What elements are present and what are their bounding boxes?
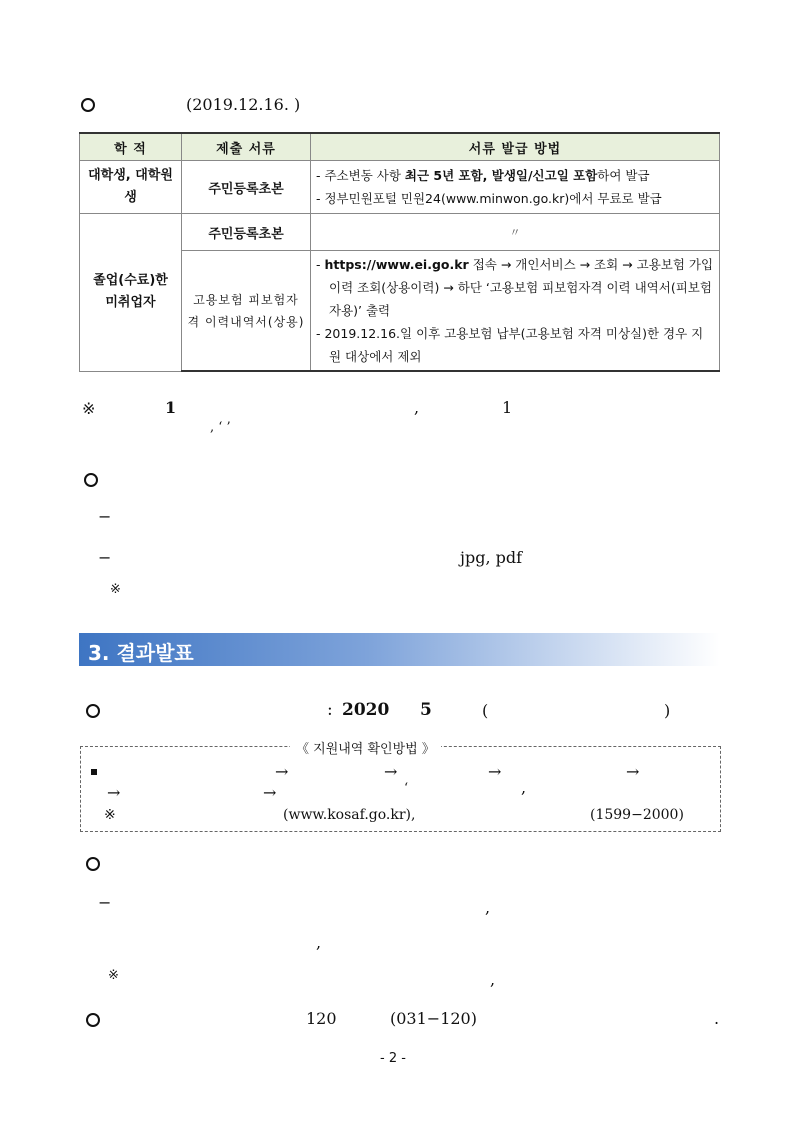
box-arrow: → xyxy=(626,762,640,781)
comma-1: , xyxy=(485,898,491,917)
doc-employment-insurance: 고용보험 피보험자격 이력내역서(상용) xyxy=(182,251,311,372)
page-number: - 2 - xyxy=(380,1051,406,1066)
header-method: 서류 발급 방법 xyxy=(311,133,720,161)
box-comma: , xyxy=(521,778,527,797)
note-comma: , xyxy=(414,398,420,417)
category-graduate xyxy=(80,214,182,372)
doc-resident-abstract-2: 주민등록초본 xyxy=(182,214,311,251)
dash-2: − xyxy=(98,548,112,567)
box-title: 《 지원내역 확인방법 》 xyxy=(290,738,441,757)
doc-resident-abstract: 주민등록초본 xyxy=(182,161,311,214)
circle-bullet-icon xyxy=(86,704,100,718)
method-cell-2 xyxy=(311,251,720,372)
note-mark: ※ xyxy=(82,399,96,418)
note-line-2: , ‘ ’ xyxy=(210,420,231,435)
box-quote: ‘ xyxy=(404,781,409,796)
result-colon: : xyxy=(327,700,333,720)
box-phone: (1599−2000) xyxy=(590,807,684,823)
last-phone: (031−120) xyxy=(390,1009,477,1028)
table-row xyxy=(80,214,720,251)
result-month: 5 xyxy=(420,700,432,720)
method-line-4: - 2019.12.16.일 이후 고용보험 납부(고용보험 자격 미상실)한 경우 지원 대상에서 제외 xyxy=(316,326,704,364)
box-note-mark: ※ xyxy=(104,807,116,823)
comma-2: , xyxy=(316,933,322,952)
result-paren-close: ) xyxy=(664,701,671,720)
note-mark-2: ※ xyxy=(110,582,121,597)
category-graduate-text: 졸업(수료)한 미취업자 xyxy=(93,273,168,311)
ditto-mark: 〃 xyxy=(311,214,720,251)
category-student xyxy=(80,161,182,214)
method-line-2: - 정부민원포털 민원24(www.minwon.go.kr)에서 무료로 발급 xyxy=(316,191,662,206)
table-header-row xyxy=(80,133,720,161)
circle-bullet-icon xyxy=(81,98,95,112)
section-heading-title: 3. 결과발표 xyxy=(88,641,194,665)
last-period: . xyxy=(714,1009,720,1028)
note-mark-3: ※ xyxy=(108,968,119,983)
header-date-text: (2019.12.16. ) xyxy=(186,95,301,114)
dash-3: − xyxy=(98,893,112,912)
square-bullet-icon xyxy=(91,769,97,775)
last-number: 120 xyxy=(306,1009,337,1028)
category-student-text: 대학생, 대학원생 xyxy=(88,168,173,205)
method-line-3: - https://www.ei.go.kr 접속 → 개인서비스 → 조회 → 고용보험 가입이력 조회(상용이력) → 하단 ‘고용보험 피보험자격 이력 내역서(피보험자용)’ 출력 xyxy=(316,257,714,318)
method-cell xyxy=(311,161,720,214)
header-education: 학 적 xyxy=(80,133,182,161)
comma-3: , xyxy=(490,970,496,989)
header-documents: 제출 서류 xyxy=(182,133,311,161)
box-arrow: → xyxy=(107,783,121,802)
note-num-1: 1 xyxy=(165,398,177,417)
documents-table xyxy=(79,132,720,372)
box-arrow: → xyxy=(263,783,277,802)
dash-1: − xyxy=(98,507,112,526)
method-line-1: - 주소변동 사항 최근 5년 포함, 발생일/신고일 포함하여 발급 xyxy=(316,168,650,183)
file-formats: jpg, pdf xyxy=(460,548,523,567)
circle-bullet-icon xyxy=(86,857,100,871)
circle-bullet-icon xyxy=(84,473,98,487)
section-heading-bar xyxy=(79,633,720,666)
box-arrow: → xyxy=(275,762,289,781)
circle-bullet-icon xyxy=(86,1013,100,1027)
note-num-2: 1 xyxy=(502,398,513,417)
result-paren-open: ( xyxy=(482,701,489,720)
result-year: 2020 xyxy=(342,700,390,720)
box-arrow: → xyxy=(384,762,398,781)
table-row xyxy=(80,161,720,214)
box-site: (www.kosaf.go.kr), xyxy=(283,807,416,823)
box-arrow: → xyxy=(488,762,502,781)
